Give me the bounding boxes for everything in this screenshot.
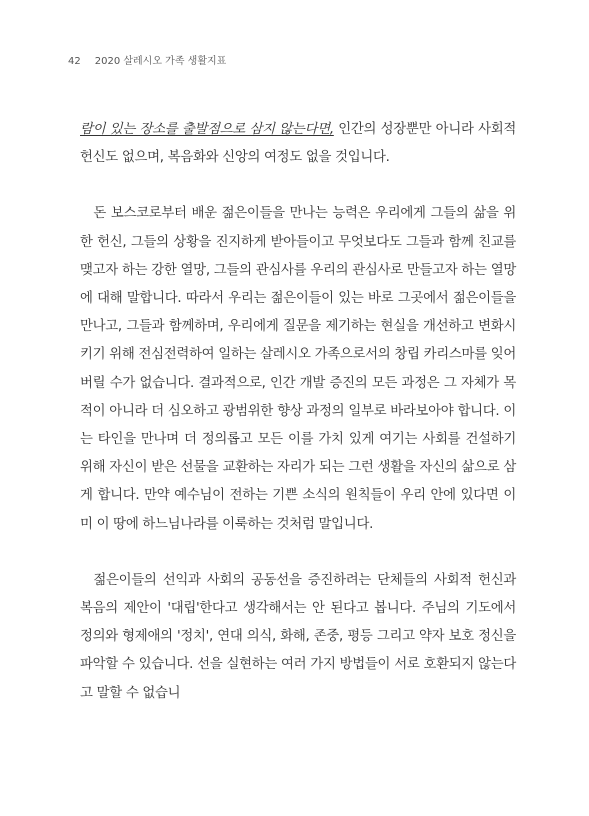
paragraph-3 xyxy=(80,567,516,708)
body-text xyxy=(80,116,516,708)
paragraph-1-text: 인간의 성장뿐만 아니라 사회적 헌신도 없으며, 복음화와 신앙의 여정도 없을 것입니다. xyxy=(80,122,516,166)
paragraph-1 xyxy=(80,116,516,172)
running-header xyxy=(68,52,226,67)
paragraph-2-text: 돈 보스코로부터 배운 젊은이들을 만나는 능력은 우리에게 그들의 삶을 위한 헌신, 그들의 상황을 진지하게 받아들이고 무엇보다도 그들과 함께 친교를 맺고자 하는 강한 열망, 그들의 관심사를 우리의 관심사로 만들고자 하는 열망에 대해 말합니다. 따라서 우리는 젊은이들이 있는 바로 그곳에서 젊은이들을 만나고, 그들과 함께하며, 우리에게 질문을 제기하는 현실을 개선하고 변화시키기 위해 전심전력하여 일하는 살레시오 가족으로서의 창립 카리스마를 잊어버릴 수가 없습니다. 결과적으로, 인간 개발 증진의 모든 과정은 그 자체가 목적이 아니라 더 심오하고 광범위한 향상 과정의 일부로 바라보아야 합니다. 이는 타인을 만나며 더 정의롭고 모든 이를 가치 있게 여기는 사회를 건설하기 위해 자신이 받은 선물을 교환하는 자리가 되는 그런 생활을 자신의 삶으로 삼게 합니다. 만약 예수님이 전하는 기쁜 소식의 원칙들이 우리 안에 있다면 이미 이 땅에 하느님나라를 이룩하는 것처럼 말입니다. xyxy=(80,206,516,532)
paragraph-3-text: 젊은이들의 선익과 사회의 공동선을 증진하려는 단체들의 사회적 헌신과 복음의 제안이 '대립'한다고 생각해서는 안 된다고 봅니다. 주님의 기도에서 정의와 형제애의 '정치', 연대 의식, 화해, 존중, 평등 그리고 약자 보호 정신을 파악할 수 있습니다. 선을 실현하는 여러 가지 방법들이 서로 호환되지 않는다고 말할 수 없습니 xyxy=(80,572,516,701)
book-title: 2020 살레시오 가족 생활지표 xyxy=(94,56,227,67)
emphasized-phrase: 람이 있는 장소를 출발점으로 삼지 않는다면, xyxy=(80,122,334,137)
page-number: 42 xyxy=(68,56,81,67)
paragraph-2 xyxy=(80,200,516,538)
